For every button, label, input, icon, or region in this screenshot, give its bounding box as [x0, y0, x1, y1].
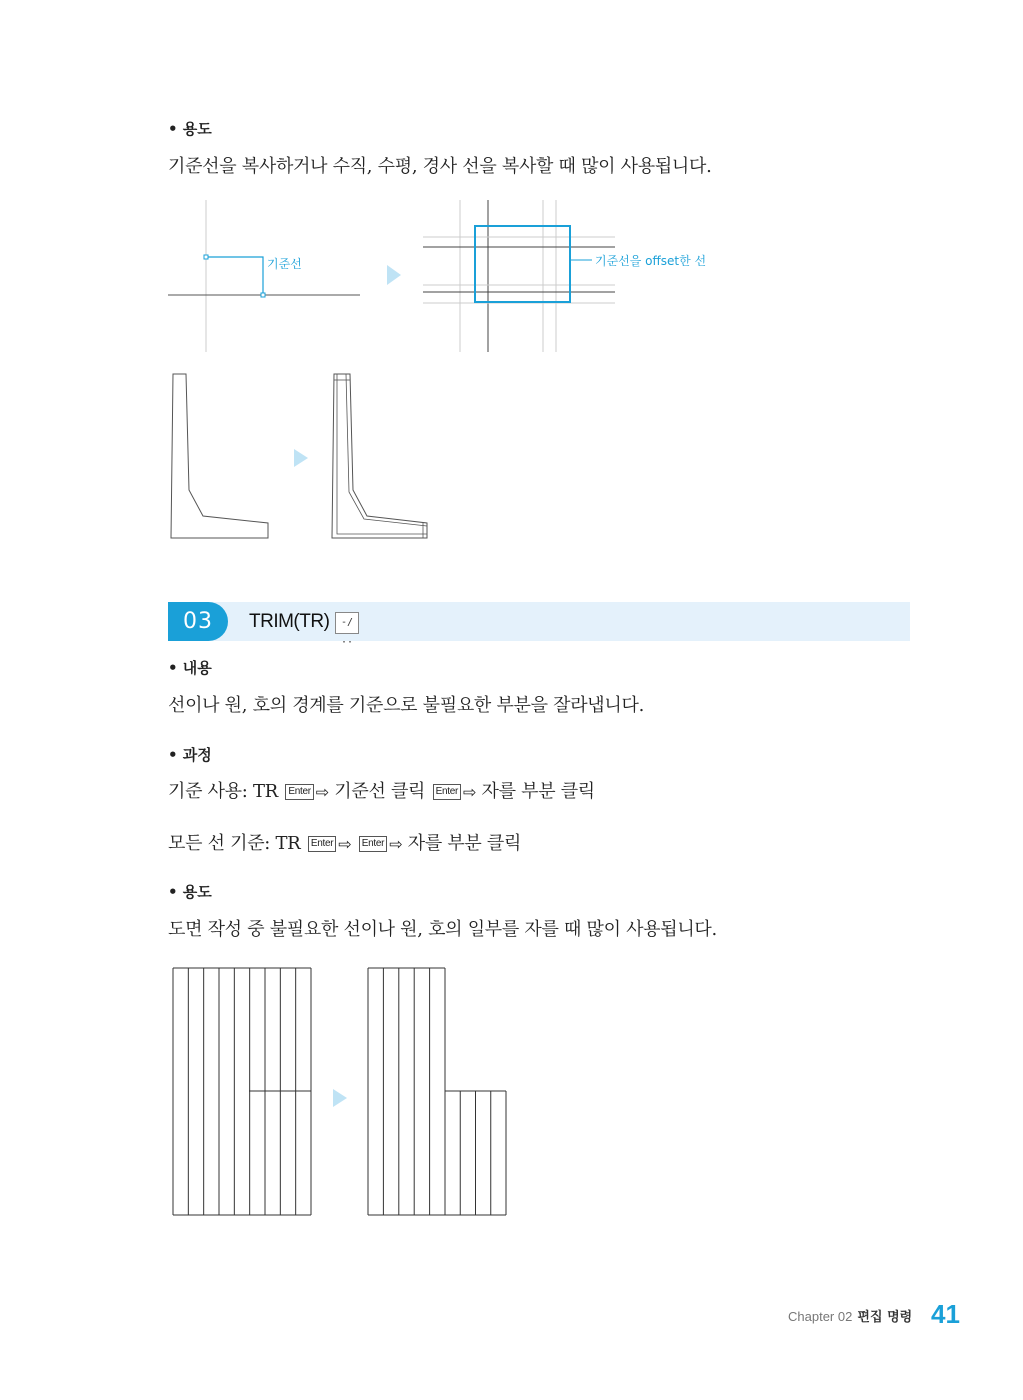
process2-lead: 모든 선 기준: TR: [168, 833, 301, 854]
footer: [788, 1306, 912, 1325]
arrow-icon: [294, 449, 308, 467]
footer-title: 편집 명령: [857, 1310, 913, 1325]
section-title: TRIM(TR): [249, 611, 330, 632]
enter-key: Enter: [359, 836, 387, 852]
process-line-1: [168, 777, 595, 803]
enter-key: Enter: [285, 784, 313, 800]
baseline-grip-bottom: [261, 293, 265, 297]
baseline-label: 기준선: [267, 257, 302, 271]
offset-line-label: 기준선을 offset한 선: [595, 254, 707, 268]
page-number: 41: [931, 1299, 960, 1329]
baseline-leader: [206, 257, 263, 295]
offset-diagram: [160, 195, 740, 360]
trim-before-figure: [173, 968, 311, 1215]
arrow-icon: ⇨: [462, 782, 477, 802]
arrow-icon: [387, 265, 401, 285]
usage-text-2: 도면 작성 중 불필요한 선이나 원, 호의 일부를 자를 때 많이 사용됩니다.: [168, 919, 717, 940]
usage-heading-2: • 용도: [168, 883, 212, 901]
usage-heading: • 용도: [168, 120, 212, 138]
arrow-icon: ⇨: [338, 834, 352, 854]
trim-after-figure: [368, 968, 506, 1215]
enter-key: Enter: [433, 784, 461, 800]
wall-offset-line: [346, 374, 427, 526]
trim-icon: -/··: [335, 612, 359, 634]
enter-key: Enter: [308, 836, 336, 852]
content-heading: • 내용: [168, 659, 212, 677]
section-number: 03: [168, 602, 228, 641]
process-line-2: [168, 829, 521, 855]
process1-tail: 자를 부분 클릭: [481, 781, 595, 802]
process1-lead: 기준 사용: TR: [168, 781, 278, 802]
process1-mid: 기준선 클릭: [334, 781, 426, 802]
trim-diagram: [165, 960, 515, 1222]
wall-shape-original: [171, 374, 268, 538]
arrow-icon: [333, 1089, 347, 1107]
footer-chapter: Chapter 02: [788, 1309, 853, 1324]
arrow-icon: ⇨: [315, 782, 329, 802]
wall-offset-diagram: [165, 368, 445, 548]
arrow-icon: ⇨: [389, 834, 403, 854]
usage-text: 기준선을 복사하거나 수직, 수평, 경사 선을 복사할 때 많이 사용됩니다.: [168, 156, 712, 177]
content-text: 선이나 원, 호의 경계를 기준으로 불필요한 부분을 잘라냅니다.: [168, 695, 644, 716]
process2-tail: 자를 부분 클릭: [407, 833, 522, 854]
process-heading: • 과정: [168, 746, 212, 764]
baseline-grip-top: [204, 255, 208, 259]
